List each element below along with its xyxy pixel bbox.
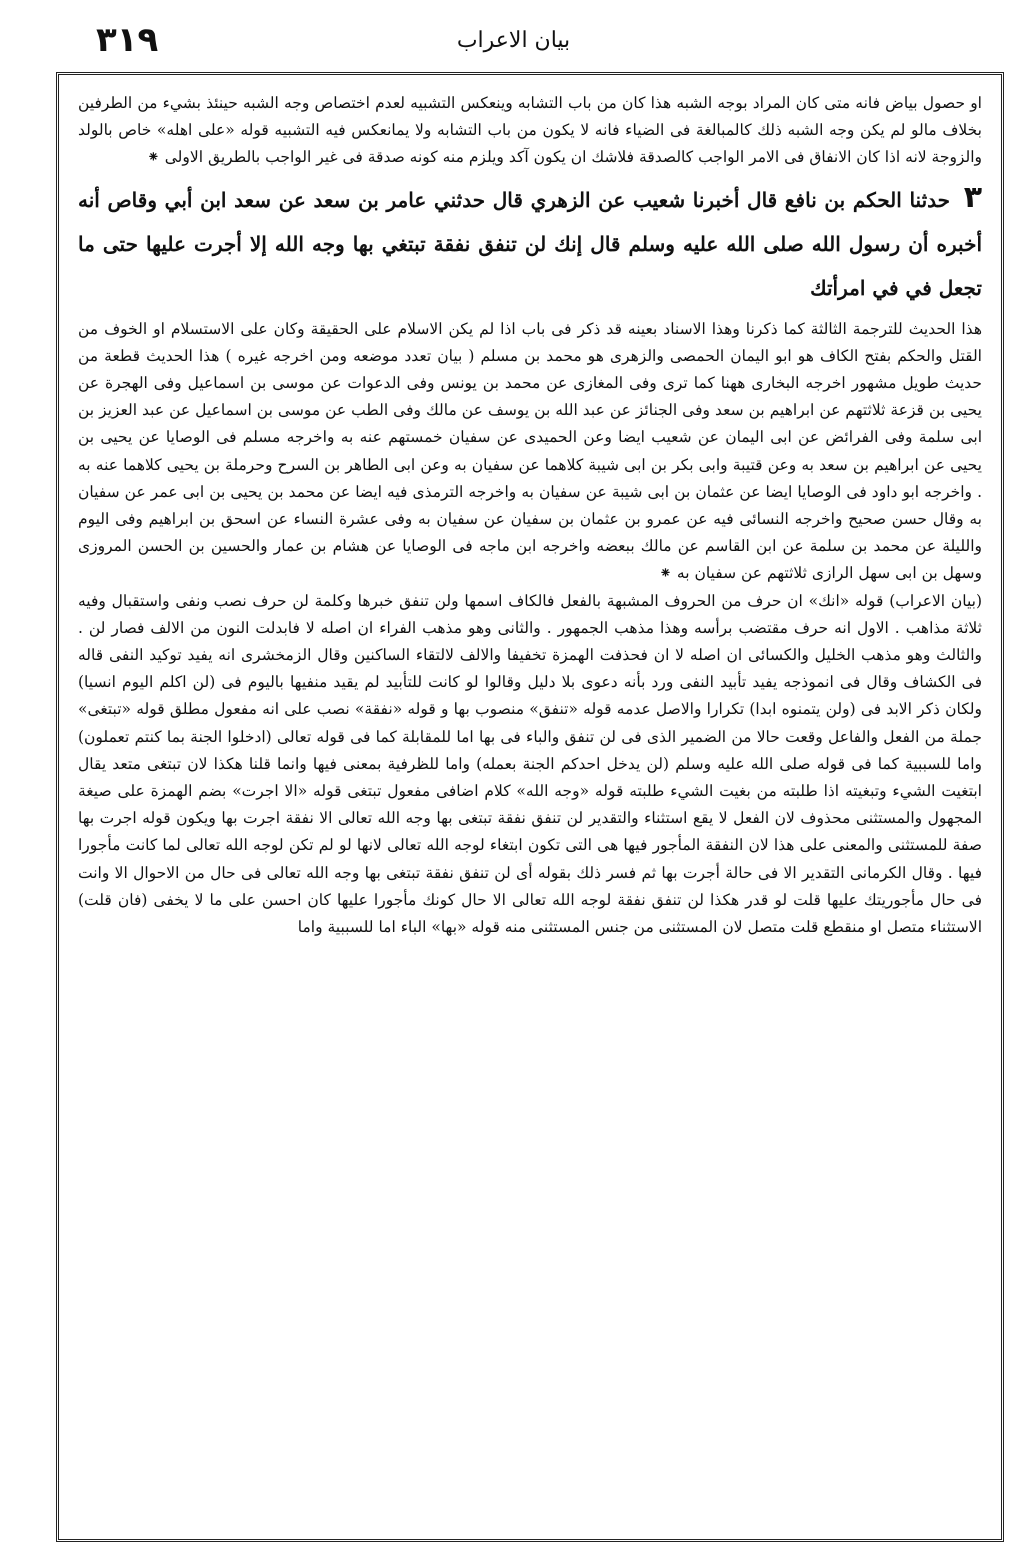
hadith-text: حدثنا الحكم بن نافع قال أخبرنا شعيب عن الزهري قال حدثني عامر بن سعد عن سعد ابن أبي وقاص أنه أخبره أن رسول الله صلى الله عليه وسلم قال إنك لن تنفق نفقة تبتغي بها وجه الله إلا أجرت عليها حتى ما تجعل في في امرأتك (78, 187, 982, 300)
commentary-paragraph: هذا الحديث للترجمة الثالثة كما ذكرنا وهذا الاسناد بعينه قد ذكر فى باب اذا لم يكن الاسلام على الحقيقة وكان على الاستسلام او الخوف من القتل والحكم بفتح الكاف هو ابو اليمان الحمصى والزهرى هو محمد بن مسلم ( بيان تعدد موضعه ومن اخرجه غيره ) هذا الحديث قطعة من حديث طويل مشهور اخرجه البخارى ههنا كما ترى وفى المغازى عن محمد بن يونس وفى الدعوات عن موسى بن اسماعيل وفى الهجرة عن يحيى بن قزعة ثلاثتهم عن ابراهيم بن سعد وفى الجنائز عن عبد الله بن يوسف عن مالك وفى الطب عن موسى بن اسماعيل عن عبد العزيز بن ابى سلمة وفى الفرائض عن ابى اليمان عن شعيب ايضا وعن الحميدى عن سفيان خمستهم عنه به واخرجه مسلم فى الوصايا عن يحيى بن يحيى عن ابراهيم بن سعد به وعن قتيبة وابى بكر بن ابى شيبة كلاهما عن سفيان به وعن ابى الطاهر بن السرح وحرملة بن يحيى كلاهما عنه به . واخرجه ابو داود فى الوصايا ايضا عن عثمان بن ابى شيبة عن سفيان به واخرجه الترمذى فيه ايضا عن محمد بن يحيى بن ابى عمر عن سفيان به وقال حسن صحيح واخرجه النسائى فيه عن عمرو بن عثمان بن سفيان عن سفيان به وفى عشرة النساء عن اسحق بن ابراهيم وفى اليوم والليلة عن محمد بن سلمة عن ابن القاسم عن مالك ببعضه واخرجه ابن ماجه فى الوصايا عن هشام بن عمار والحسين بن الحسن المروزى وسهل بن ابى سهل الرازى ثلاثتهم عن سفيان به ⁕ (78, 319, 982, 583)
page-body (78, 90, 982, 1530)
commentary-paragraph: (بيان الاعراب) قوله «انك» ان حرف من الحروف المشبهة بالفعل فالكاف اسمها ولن تنفق خبرها وكلمة لن حرف نصب ونفى واستقبال وفيه ثلاثة مذاهب . الاول انه حرف مقتضب برأسه وهذا مذهب الجمهور . والثانى وهو مذهب الفراء ان اصله لا فابدلت النون من الالف فصار لن . والثالث وهو مذهب الخليل والكسائى ان اصله لا ان فحذفت الهمزة تخفيفا والالف لالتقاء الساكنين وقال الزمخشرى انه يفيد توكيد النفى قاله فى الكشاف وقال فى انموذجه يفيد تأبيد النفى ورد بأنه دعوى بلا دليل وقالوا لو كانت للتأبيد لم يقيد منفيها باليوم فى (لن اكلم اليوم انسيا) ولكان ذكر الابد فى (ولن يتمنوه ابدا) تكرارا والاصل عدمه قوله «تنفق» منصوب بها و قوله «نفقة» نصب على انه مفعول مطلق قوله «تبتغى» جملة من الفعل والفاعل وقعت حالا من الضمير الذى فى لن تنفق والباء فى بها اما للمقابلة كما فى قوله تعالى (ادخلوا الجنة بما كنتم تعملون) واما للسببية كما فى قوله صلى الله عليه وسلم (لن يدخل احدكم الجنة بعمله) واما للظرفية بمعنى فيها وانما قلنا هكذا لان تبتغى متعد يقال ابتغيت الشيء وتبغيته اذا طلبته من بغيت الشيء طلبته قوله «وجه الله» كلام اضافى مفعول تبتغى قوله «الا اجرت» بضم الهمزة على صيغة المجهول والمستثنى محذوف لان الفعل لا يقع استثناء والتقدير لن تنفق نفقة تبتغى بها وجه الله تعالى الا نفقة اجرت بها ويكون قوله اجرت بها صفة للمستثنى والمعنى على هذا لان النفقة المأجور فيها هى التى تكون ابتغاء لوجه الله تعالى لانها لو لم تكن لوجه الله تعالى لما كانت مأجورا فيها . وقال الكرمانى التقدير الا فى حالة أجرت بها ثم فسر ذلك بقوله أى لن تنفق نفقة تبتغى بها وجه الله تعالى فى حال من الاحوال الا وانت فى حال مأجوريتك عليها قلت لو قدر هكذا لن تنفق نفقة لوجه الله تعالى الا حال كونك مأجورا عليها كان احسن على ما لا يخفى (فان قلت) الاستثناء متصل او منقطع قلت متصل لان المستثنى من جنس المستثنى منه قوله «بها» الباء اما للسببية واما (78, 591, 982, 937)
hadith-number: ٣ (963, 179, 982, 215)
hadith-block (78, 176, 982, 310)
top-commentary: او حصول بياض فانه متى كان المراد بوجه الشبه هذا كان من باب التشابه وينعكس التشبيه لعدم اختصاص وجه الشبه حينئذ بشيء من الطرفين بخلاف مالو لم يكن وجه الشبه ذلك كالمبالغة فى الضياء فانه لا يكون من باب التشابه ولا يمانعكس فيه التشبيه قوله «على اهله» خاص بالولد والزوجة لانه اذا كان الانفاق فى الامر الواجب كالصدقة فلاشك ان يكون آكد ويلزم منه كونه صدقة فى غير الواجب بالطريق الاولى ⁕ (78, 94, 982, 167)
running-head: بيان الاعراب (456, 28, 571, 53)
page-number: ٣١٩ (96, 20, 159, 60)
